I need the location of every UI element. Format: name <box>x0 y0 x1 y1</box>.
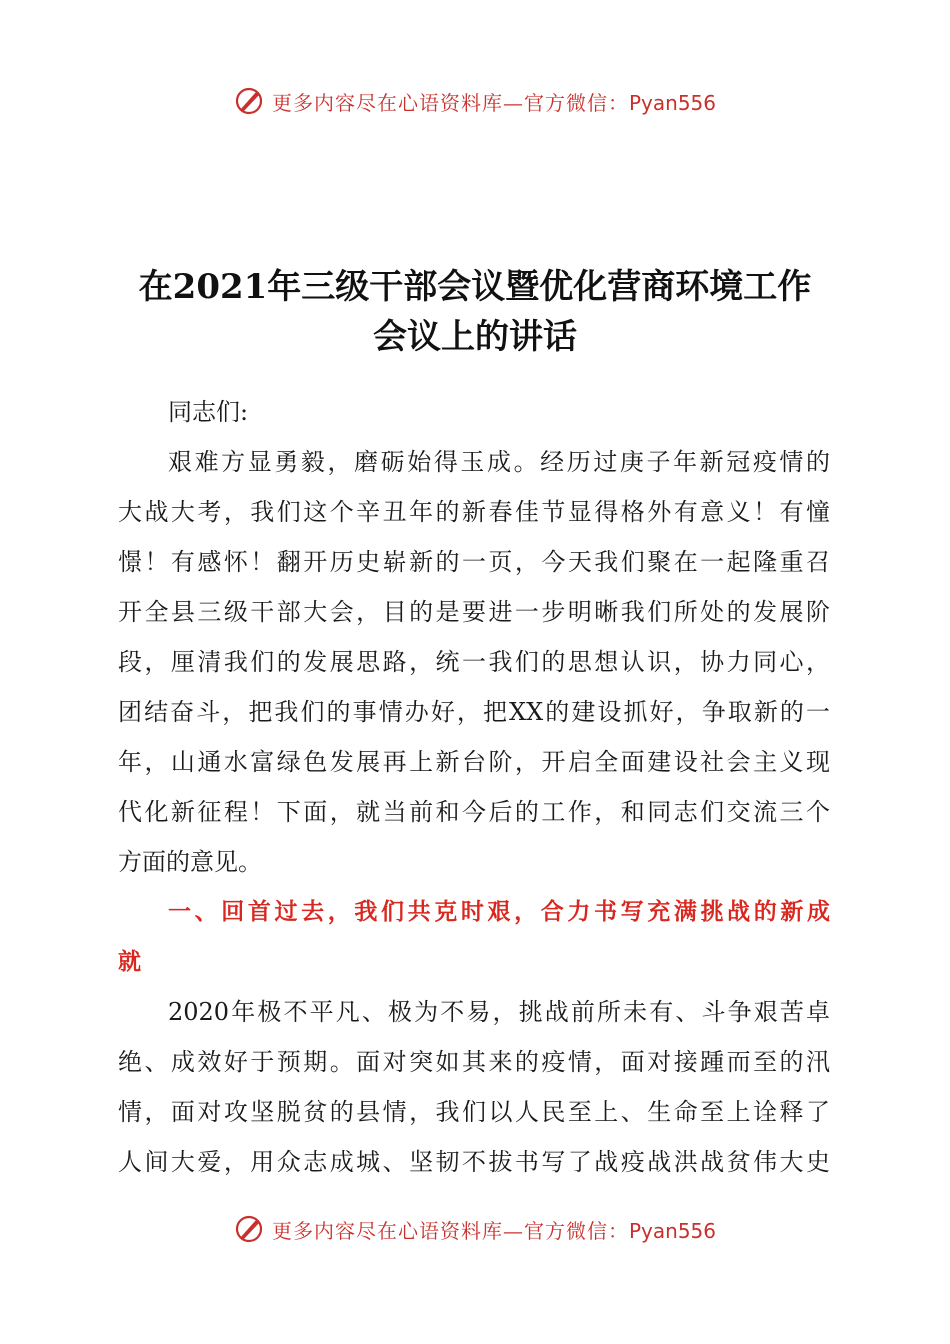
document-title-line-2: 会议上的讲话 <box>373 317 577 357</box>
watermark-header <box>0 84 950 118</box>
paragraph-line: 段，厘清我们的发展思路，统一我们的思想认识，协力同心， <box>118 648 830 676</box>
paragraph-line: 年，山通水富绿色发展再上新台阶，开启全面建设社会主义现 <box>118 748 830 776</box>
watermark-text: 更多内容尽在心语资料库—官方微信：Pyan556 <box>271 90 716 115</box>
paragraph-line: 代化新征程！下面，就当前和今后的工作，和同志们交流三个 <box>118 798 830 826</box>
paragraph-line: 绝、成效好于预期。面对突如其来的疫情，面对接踵而至的汛 <box>118 1048 830 1076</box>
salutation: 同志们: <box>168 398 249 426</box>
watermark-text: 更多内容尽在心语资料库—官方微信：Pyan556 <box>271 1218 716 1243</box>
paragraph-line: 团结奋斗，把我们的事情办好，把XX的建设抓好，争取新的一 <box>118 698 830 726</box>
section-heading: 一、回首过去，我们共克时艰，合力书写充满挑战的新成 <box>168 899 830 925</box>
paragraph-line: 大战大考，我们这个辛丑年的新春佳节显得格外有意义！有憧 <box>118 498 830 526</box>
section-heading-continued: 就 <box>118 949 141 975</box>
paragraph-line: 人间大爱，用众志成城、坚韧不拔书写了战疫战洪战贫伟大史 <box>118 1148 830 1176</box>
document-title-line-1: 在2021年三级干部会议暨优化营商环境工作 <box>138 267 812 307</box>
watermark-footer <box>0 1212 950 1246</box>
paragraph-line: 开全县三级干部大会，目的是要进一步明晰我们所处的发展阶 <box>118 598 830 626</box>
pen-circle-icon <box>234 86 264 116</box>
paragraph-line: 艰难方显勇毅，磨砺始得玉成。经历过庚子年新冠疫情的 <box>168 448 830 476</box>
paragraph-line: 2020年极不平凡、极为不易，挑战前所未有、斗争艰苦卓 <box>168 998 830 1026</box>
paragraph-line: 方面的意见。 <box>118 848 262 876</box>
paragraph-line: 憬！有感怀！翻开历史崭新的一页，今天我们聚在一起隆重召 <box>118 548 830 576</box>
paragraph-line: 情，面对攻坚脱贫的县情，我们以人民至上、生命至上诠释了 <box>118 1098 830 1126</box>
pen-circle-icon <box>234 1214 264 1244</box>
